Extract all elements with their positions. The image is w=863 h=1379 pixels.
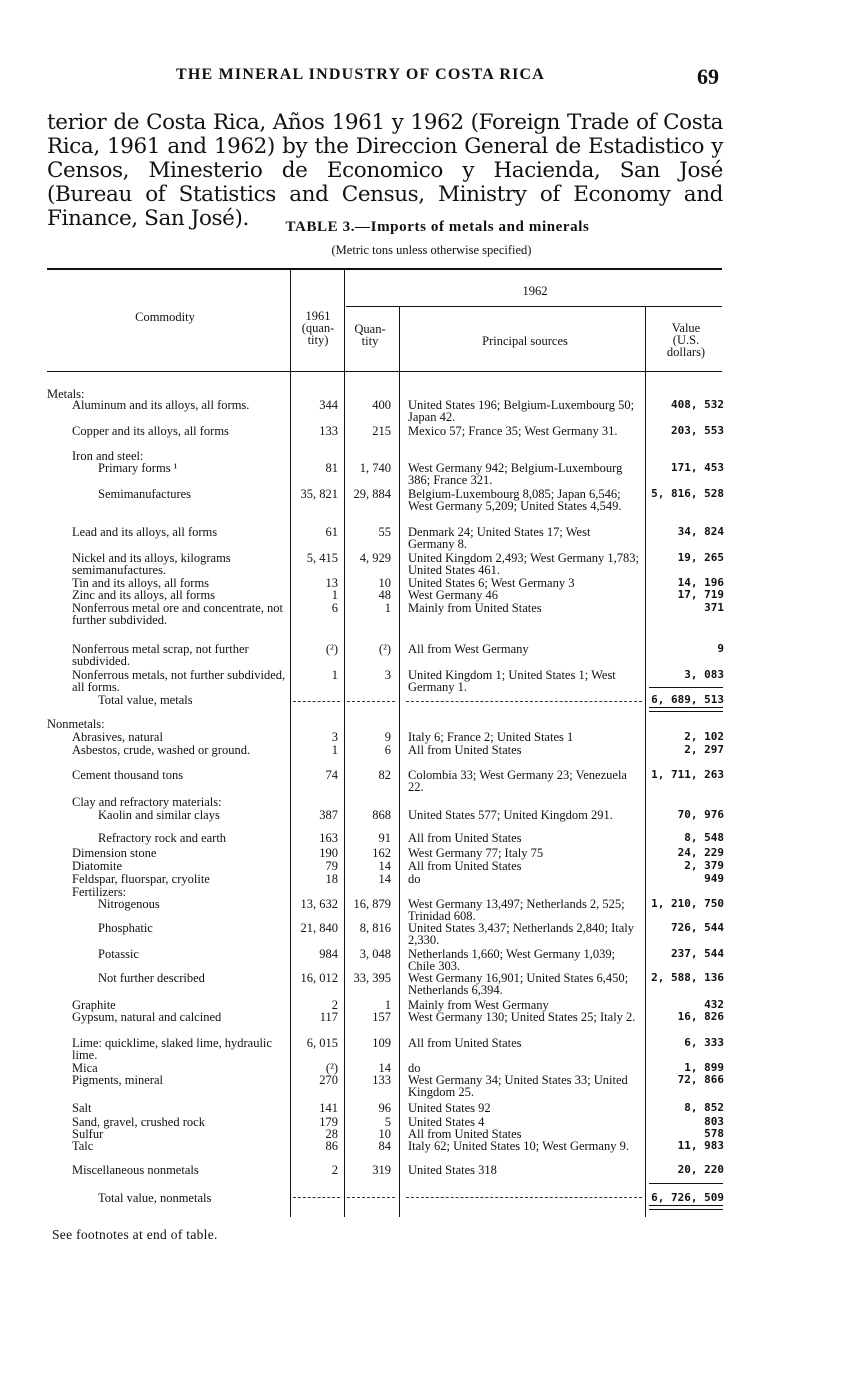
value-cell: 726, 544 [671,921,724,934]
quantity-1961-cell: 2 [331,998,338,1012]
quantity-1961-cell: 2 [331,1163,338,1177]
sources-cell: Denmark 24; United States 17; West Germany 8. [408,525,591,551]
quantity-1961-cell: 5, 415 [306,551,338,565]
table-title: TABLE 3.—Imports of metals and minerals [285,219,590,235]
quantity-1962-cell: 157 [372,1010,391,1024]
quantity-1961-cell: 344 [319,398,338,412]
quantity-1962-cell: 1 [384,601,391,615]
sources-cell: West Germany 34; United States 33; United Kingdom 25. [408,1073,628,1099]
commodity-cell: Dimension stone [72,846,157,860]
sources-cell: All from United States [408,1036,522,1050]
sources-cell: United States 3,437; Netherlands 2,840; Italy 2,330. [408,921,635,947]
commodity-cell: Iron and steel: [72,449,144,463]
value-cell: 16, 826 [677,1010,724,1023]
sources-cell: Colombia 33; West Germany 23; Venezuela 22. [408,768,627,794]
quantity-1961-cell: 61 [325,525,338,539]
quantity-1962-cell: 6 [384,743,391,757]
value-cell: 2, 379 [684,859,724,872]
quantity-1961-cell: 6 [331,601,338,615]
header-1962: 1962 [522,284,548,298]
quantity-1962-cell: 868 [372,808,391,822]
value-cell: 3, 083 [684,668,724,681]
quantity-1961-cell: 86 [325,1139,338,1153]
sources-cell: United States 4 [408,1115,485,1129]
commodity-cell: Refractory rock and earth [98,831,227,845]
sources-cell: Belgium-Luxembourg 8,085; Japan 6,546; West Germany 5,209; United States 4,549. [408,487,622,513]
commodity-cell: Nonferrous metals, not further subdivided, all forms. [72,668,286,694]
value-cell: 1, 711, 263 [651,768,724,781]
value-cell: 5, 816, 528 [651,487,724,500]
value-cell: 2, 588, 136 [651,971,724,984]
sources-cell: Mainly from United States [408,601,542,615]
value-cell: 2, 297 [684,743,724,756]
quantity-1962-cell: 400 [372,398,391,412]
value-cell: 34, 824 [677,525,724,538]
column-divider-1 [290,270,291,1217]
commodity-cell: Semimanufactures [98,487,192,501]
quantity-1961-cell: 3 [331,730,338,744]
commodity-cell: Metals: [47,387,85,401]
column-divider-4 [645,307,646,1217]
commodity-cell: Lead and its alloys, all forms [72,525,218,539]
quantity-1962-cell: 84 [378,1139,391,1153]
quantity-1961-cell: 1 [331,743,338,757]
commodity-cell: Total value, nonmetals [98,1191,212,1205]
sources-cell: West Germany 77; Italy 75 [408,846,544,860]
quantity-1961-cell: 141 [319,1101,338,1115]
value-cell: 803 [704,1115,724,1128]
quantity-1961-cell: 179 [319,1115,338,1129]
quantity-1962-cell: 3, 048 [359,947,391,961]
commodity-cell: Diatomite [72,859,122,873]
intro-paragraph: terior de Costa Rica, Años 1961 y 1962 (Foreign Trade of Costa Rica, 1961 and 1962) by the Direccion General de Estadistico y Censos, Minesterio de Economico y Hacienda, San José (Bureau of Statistics and Census, Ministry of Economy and Finance, San José). [47,110,723,231]
total-metals-dashes-src [406,701,642,702]
sources-cell: West Germany 130; United States 25; Italy 2. [408,1010,636,1024]
header-bottom-rule [47,371,722,372]
commodity-cell: Sulfur [72,1127,104,1141]
quantity-1961-cell: 79 [325,859,338,873]
value-cell: 1, 210, 750 [651,897,724,910]
commodity-cell: Gypsum, natural and calcined [72,1010,222,1024]
quantity-1962-cell: 1 [384,998,391,1012]
quantity-1962-cell: 48 [378,588,391,602]
commodity-cell: Abrasives, natural [72,730,163,744]
commodity-cell: Phosphatic [98,921,153,935]
quantity-1962-cell: 82 [378,768,391,782]
commodity-cell: Potassic [98,947,139,961]
sources-cell: United States 577; United Kingdom 291. [408,808,613,822]
quantity-1961-cell: 35, 821 [300,487,338,501]
value-cell: 6, 726, 509 [651,1191,724,1204]
quantity-1962-cell: 96 [378,1101,391,1115]
sources-cell: United States 92 [408,1101,491,1115]
value-cell: 408, 532 [671,398,724,411]
quantity-1961-cell: 13, 632 [300,897,338,911]
commodity-cell: Nickel and its alloys, kilograms semimanufactures. [72,551,231,577]
sources-cell: Italy 62; United States 10; West Germany 9. [408,1139,629,1153]
quantity-1962-cell: 33, 395 [353,971,391,985]
sources-cell: do [408,1061,421,1075]
value-cell: 14, 196 [677,576,724,589]
commodity-cell: Tin and its alloys, all forms [72,576,210,590]
quantity-1962-cell: 91 [378,831,391,845]
quantity-1961-cell: 21, 840 [300,921,338,935]
quantity-1962-cell: 16, 879 [353,897,391,911]
value-cell: 371 [704,601,724,614]
quantity-1961-cell: 270 [319,1073,338,1087]
quantity-1962-cell: 14 [378,859,391,873]
commodity-cell: Salt [72,1101,92,1115]
total-nonmetals-dashes-src [406,1197,642,1198]
value-cell: 8, 852 [684,1101,724,1114]
quantity-1962-cell: 5 [384,1115,391,1129]
value-cell: 70, 976 [677,808,724,821]
value-cell: 949 [704,872,724,885]
sources-cell: United States 6; West Germany 3 [408,576,575,590]
quantity-1961-cell: (²) [325,1061,338,1075]
total-nonmetals-rule [649,1183,723,1184]
commodity-cell: Lime: quicklime, slaked lime, hydraulic lime. [72,1036,272,1062]
value-cell: 237, 544 [671,947,724,960]
sources-cell: All from United States [408,859,522,873]
value-cell: 19, 265 [677,551,724,564]
column-divider-2 [344,270,345,1217]
header-commodity: Commodity [135,310,195,324]
sources-cell: United Kingdom 1; United States 1; West Germany 1. [408,668,616,694]
page-number: 69 [697,64,719,89]
commodity-cell: Nonferrous metal ore and concentrate, not further subdivided. [72,601,284,627]
quantity-1962-cell: 215 [372,424,391,438]
header-sources: Principal sources [482,334,568,348]
quantity-1962-cell: 133 [372,1073,391,1087]
sources-cell: West Germany 16,901; United States 6,450; Netherlands 6,394. [408,971,629,997]
value-cell: 20, 220 [677,1163,724,1176]
quantity-1961-cell: 74 [325,768,338,782]
commodity-cell: Asbestos, crude, washed or ground. [72,743,251,757]
commodity-cell: Graphite [72,998,116,1012]
total-metals-rule [649,687,723,688]
quantity-1962-cell: 10 [378,1127,391,1141]
sources-cell: All from United States [408,1127,522,1141]
quantity-1961-cell: 117 [319,1010,338,1024]
total-metals-dashes-62 [347,701,395,702]
quantity-1962-cell: 10 [378,576,391,590]
value-cell: 432 [704,998,724,1011]
table-subtitle: (Metric tons unless otherwise specified) [331,243,532,257]
header-1961: 1961 (quan- tity) [301,309,335,347]
commodity-cell: Zinc and its alloys, all forms [72,588,216,602]
quantity-1962-cell: 8, 816 [359,921,391,935]
header-value: Value (U.S. dollars) [666,321,706,359]
quantity-1962-cell: 109 [372,1036,391,1050]
total-nonmetals-dashes-61 [293,1197,340,1198]
quantity-1962-cell: 9 [384,730,391,744]
quantity-1962-cell: 4, 929 [359,551,391,565]
commodity-cell: Total value, metals [98,693,193,707]
quantity-1962-cell: 29, 884 [353,487,391,501]
quantity-1961-cell: 984 [319,947,338,961]
total-nonmetals-double-rule [649,1205,723,1210]
commodity-cell: Talc [72,1139,94,1153]
sources-cell: Netherlands 1,660; West Germany 1,039; Chile 303. [408,947,616,973]
header-rule-1962 [346,306,722,307]
value-cell: 171, 453 [671,461,724,474]
commodity-cell: Fertilizers: [72,885,127,899]
commodity-cell: Copper and its alloys, all forms [72,424,229,438]
sources-cell: West Germany 942; Belgium-Luxembourg 386; France 321. [408,461,623,487]
sources-cell: West Germany 46 [408,588,498,602]
total-metals-double-rule [649,707,723,712]
quantity-1962-cell: (²) [378,642,391,656]
column-divider-3 [399,307,400,1217]
quantity-1961-cell: 18 [325,872,338,886]
commodity-cell: Nonmetals: [47,717,105,731]
commodity-cell: Not further described [98,971,205,985]
value-cell: 578 [704,1127,724,1140]
quantity-1961-cell: 13 [325,576,338,590]
total-nonmetals-dashes-62 [347,1197,395,1198]
quantity-1962-cell: 14 [378,1061,391,1075]
value-cell: 1, 899 [684,1061,724,1074]
quantity-1962-cell: 1, 740 [359,461,391,475]
commodity-cell: Primary forms ¹ [98,461,178,475]
commodity-cell: Nitrogenous [98,897,160,911]
quantity-1961-cell: 1 [331,668,338,682]
sources-cell: Italy 6; France 2; United States 1 [408,730,574,744]
value-cell: 72, 866 [677,1073,724,1086]
quantity-1962-cell: 3 [384,668,391,682]
quantity-1961-cell: 16, 012 [300,971,338,985]
quantity-1962-cell: 319 [372,1163,391,1177]
value-cell: 9 [717,642,724,655]
commodity-cell: Mica [72,1061,98,1075]
commodity-cell: Clay and refractory materials: [72,795,222,809]
quantity-1961-cell: (²) [325,642,338,656]
running-head: THE MINERAL INDUSTRY OF COSTA RICA [176,66,546,83]
sources-cell: All from West Germany [408,642,529,656]
commodity-cell: Nonferrous metal scrap, not further subdivided. [72,642,249,668]
commodity-cell: Feldspar, fluorspar, cryolite [72,872,210,886]
sources-cell: All from United States [408,743,522,757]
total-metals-dashes-61 [293,701,340,702]
footnote: See footnotes at end of table. [52,1227,218,1242]
commodity-cell: Pigments, mineral [72,1073,163,1087]
quantity-1961-cell: 387 [319,808,338,822]
commodity-cell: Cement thousand tons [72,768,184,782]
quantity-1961-cell: 190 [319,846,338,860]
value-cell: 2, 102 [684,730,724,743]
commodity-cell: Sand, gravel, crushed rock [72,1115,205,1129]
sources-cell: Mainly from West Germany [408,998,549,1012]
table-top-rule [47,268,722,270]
quantity-1962-cell: 14 [378,872,391,886]
value-cell: 17, 719 [677,588,724,601]
sources-cell: West Germany 13,497; Netherlands 2, 525; Trinidad 608. [408,897,625,923]
quantity-1961-cell: 1 [331,588,338,602]
quantity-1961-cell: 133 [319,424,338,438]
quantity-1961-cell: 81 [325,461,338,475]
value-cell: 11, 983 [677,1139,724,1152]
value-cell: 8, 548 [684,831,724,844]
quantity-1961-cell: 6, 015 [306,1036,338,1050]
header-quantity: Quan- tity [354,322,386,348]
sources-cell: United States 196; Belgium-Luxembourg 50; Japan 42. [408,398,635,424]
quantity-1962-cell: 162 [372,846,391,860]
quantity-1962-cell: 55 [378,525,391,539]
commodity-cell: Miscellaneous nonmetals [72,1163,199,1177]
sources-cell: United Kingdom 2,493; West Germany 1,783; United States 461. [408,551,640,577]
commodity-cell: Aluminum and its alloys, all forms. [72,398,250,412]
commodity-cell: Kaolin and similar clays [98,808,220,822]
quantity-1961-cell: 28 [325,1127,338,1141]
value-cell: 24, 229 [677,846,724,859]
quantity-1961-cell: 163 [319,831,338,845]
value-cell: 6, 333 [684,1036,724,1049]
sources-cell: Mexico 57; France 35; West Germany 31. [408,424,618,438]
sources-cell: United States 318 [408,1163,497,1177]
value-cell: 6, 689, 513 [651,693,724,706]
sources-cell: All from United States [408,831,522,845]
value-cell: 203, 553 [671,424,724,437]
sources-cell: do [408,872,421,886]
